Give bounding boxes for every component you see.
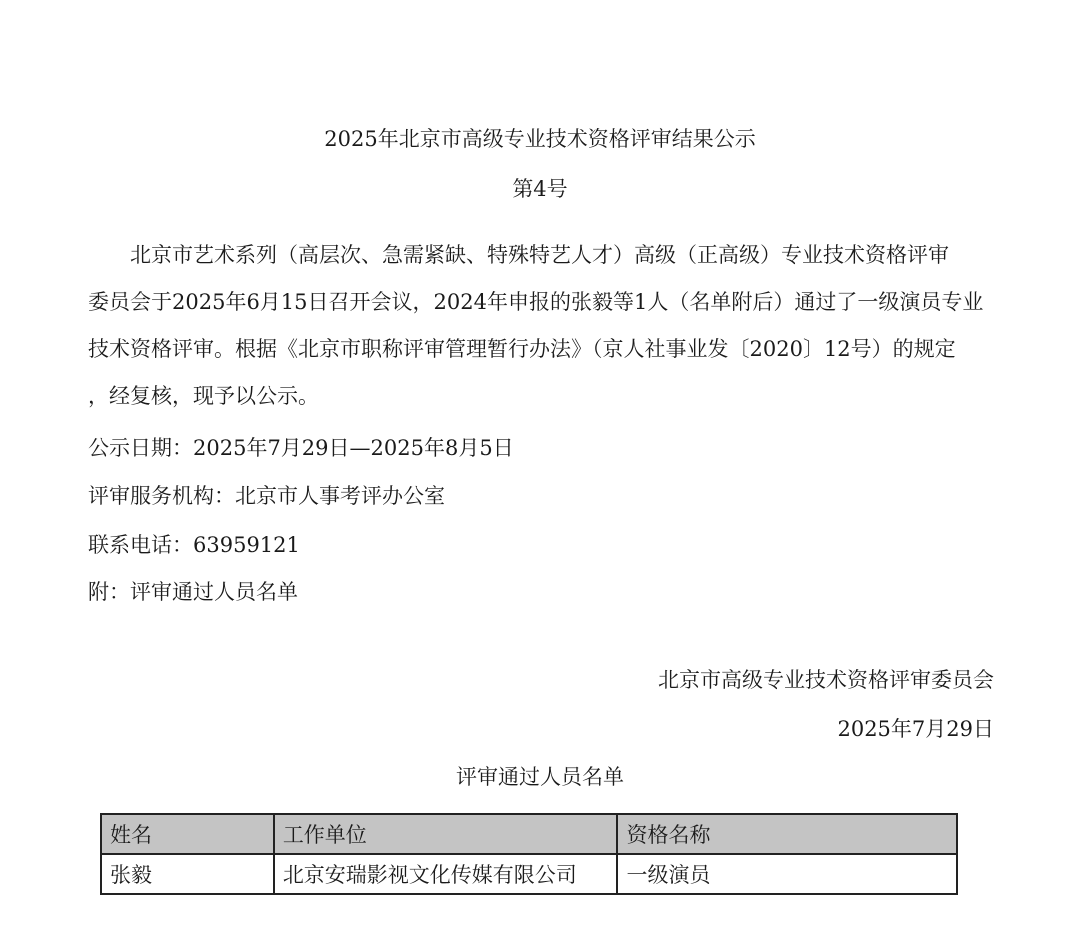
cell-qualification: 一级演员 xyxy=(617,854,957,894)
body-line: ，经复核，现予以公示。 xyxy=(88,384,319,408)
announcement-body xyxy=(88,232,998,420)
document-number: 第4号 xyxy=(512,177,568,201)
body-line: 北京市艺术系列（高层次、急需紧缺、特殊特艺人才）高级（正高级）专业技术资格评审 xyxy=(130,243,949,267)
body-line: 委员会于2025年6月15日召开会议，2024年申报的张毅等1人（名单附后）通过了一级演员专业 xyxy=(88,290,984,314)
roster-table xyxy=(100,813,958,895)
signing-committee: 北京市高级专业技术资格评审委员会 xyxy=(658,668,994,692)
cell-work-unit: 北京安瑞影视文化传媒有限公司 xyxy=(274,854,618,894)
signing-date: 2025年7月29日 xyxy=(837,717,994,741)
publicity-date: 公示日期：2025年7月29日—2025年8月5日 xyxy=(88,436,514,460)
column-header-name: 姓名 xyxy=(101,814,274,854)
attachment-note: 附：评审通过人员名单 xyxy=(88,580,298,604)
column-header-qualification: 资格名称 xyxy=(617,814,957,854)
body-line: 技术资格评审。根据《北京市职称评审管理暂行办法》（京人社事业发〔2020〕12号）的规定 xyxy=(88,337,956,361)
cell-name: 张毅 xyxy=(101,854,274,894)
review-service-org: 评审服务机构：北京市人事考评办公室 xyxy=(88,484,445,508)
roster-title: 评审通过人员名单 xyxy=(456,765,624,789)
document-title: 2025年北京市高级专业技术资格评审结果公示 xyxy=(324,127,756,151)
table-row xyxy=(101,854,957,894)
column-header-work-unit: 工作单位 xyxy=(274,814,618,854)
contact-phone: 联系电话：63959121 xyxy=(88,533,300,557)
table-header-row xyxy=(101,814,957,854)
